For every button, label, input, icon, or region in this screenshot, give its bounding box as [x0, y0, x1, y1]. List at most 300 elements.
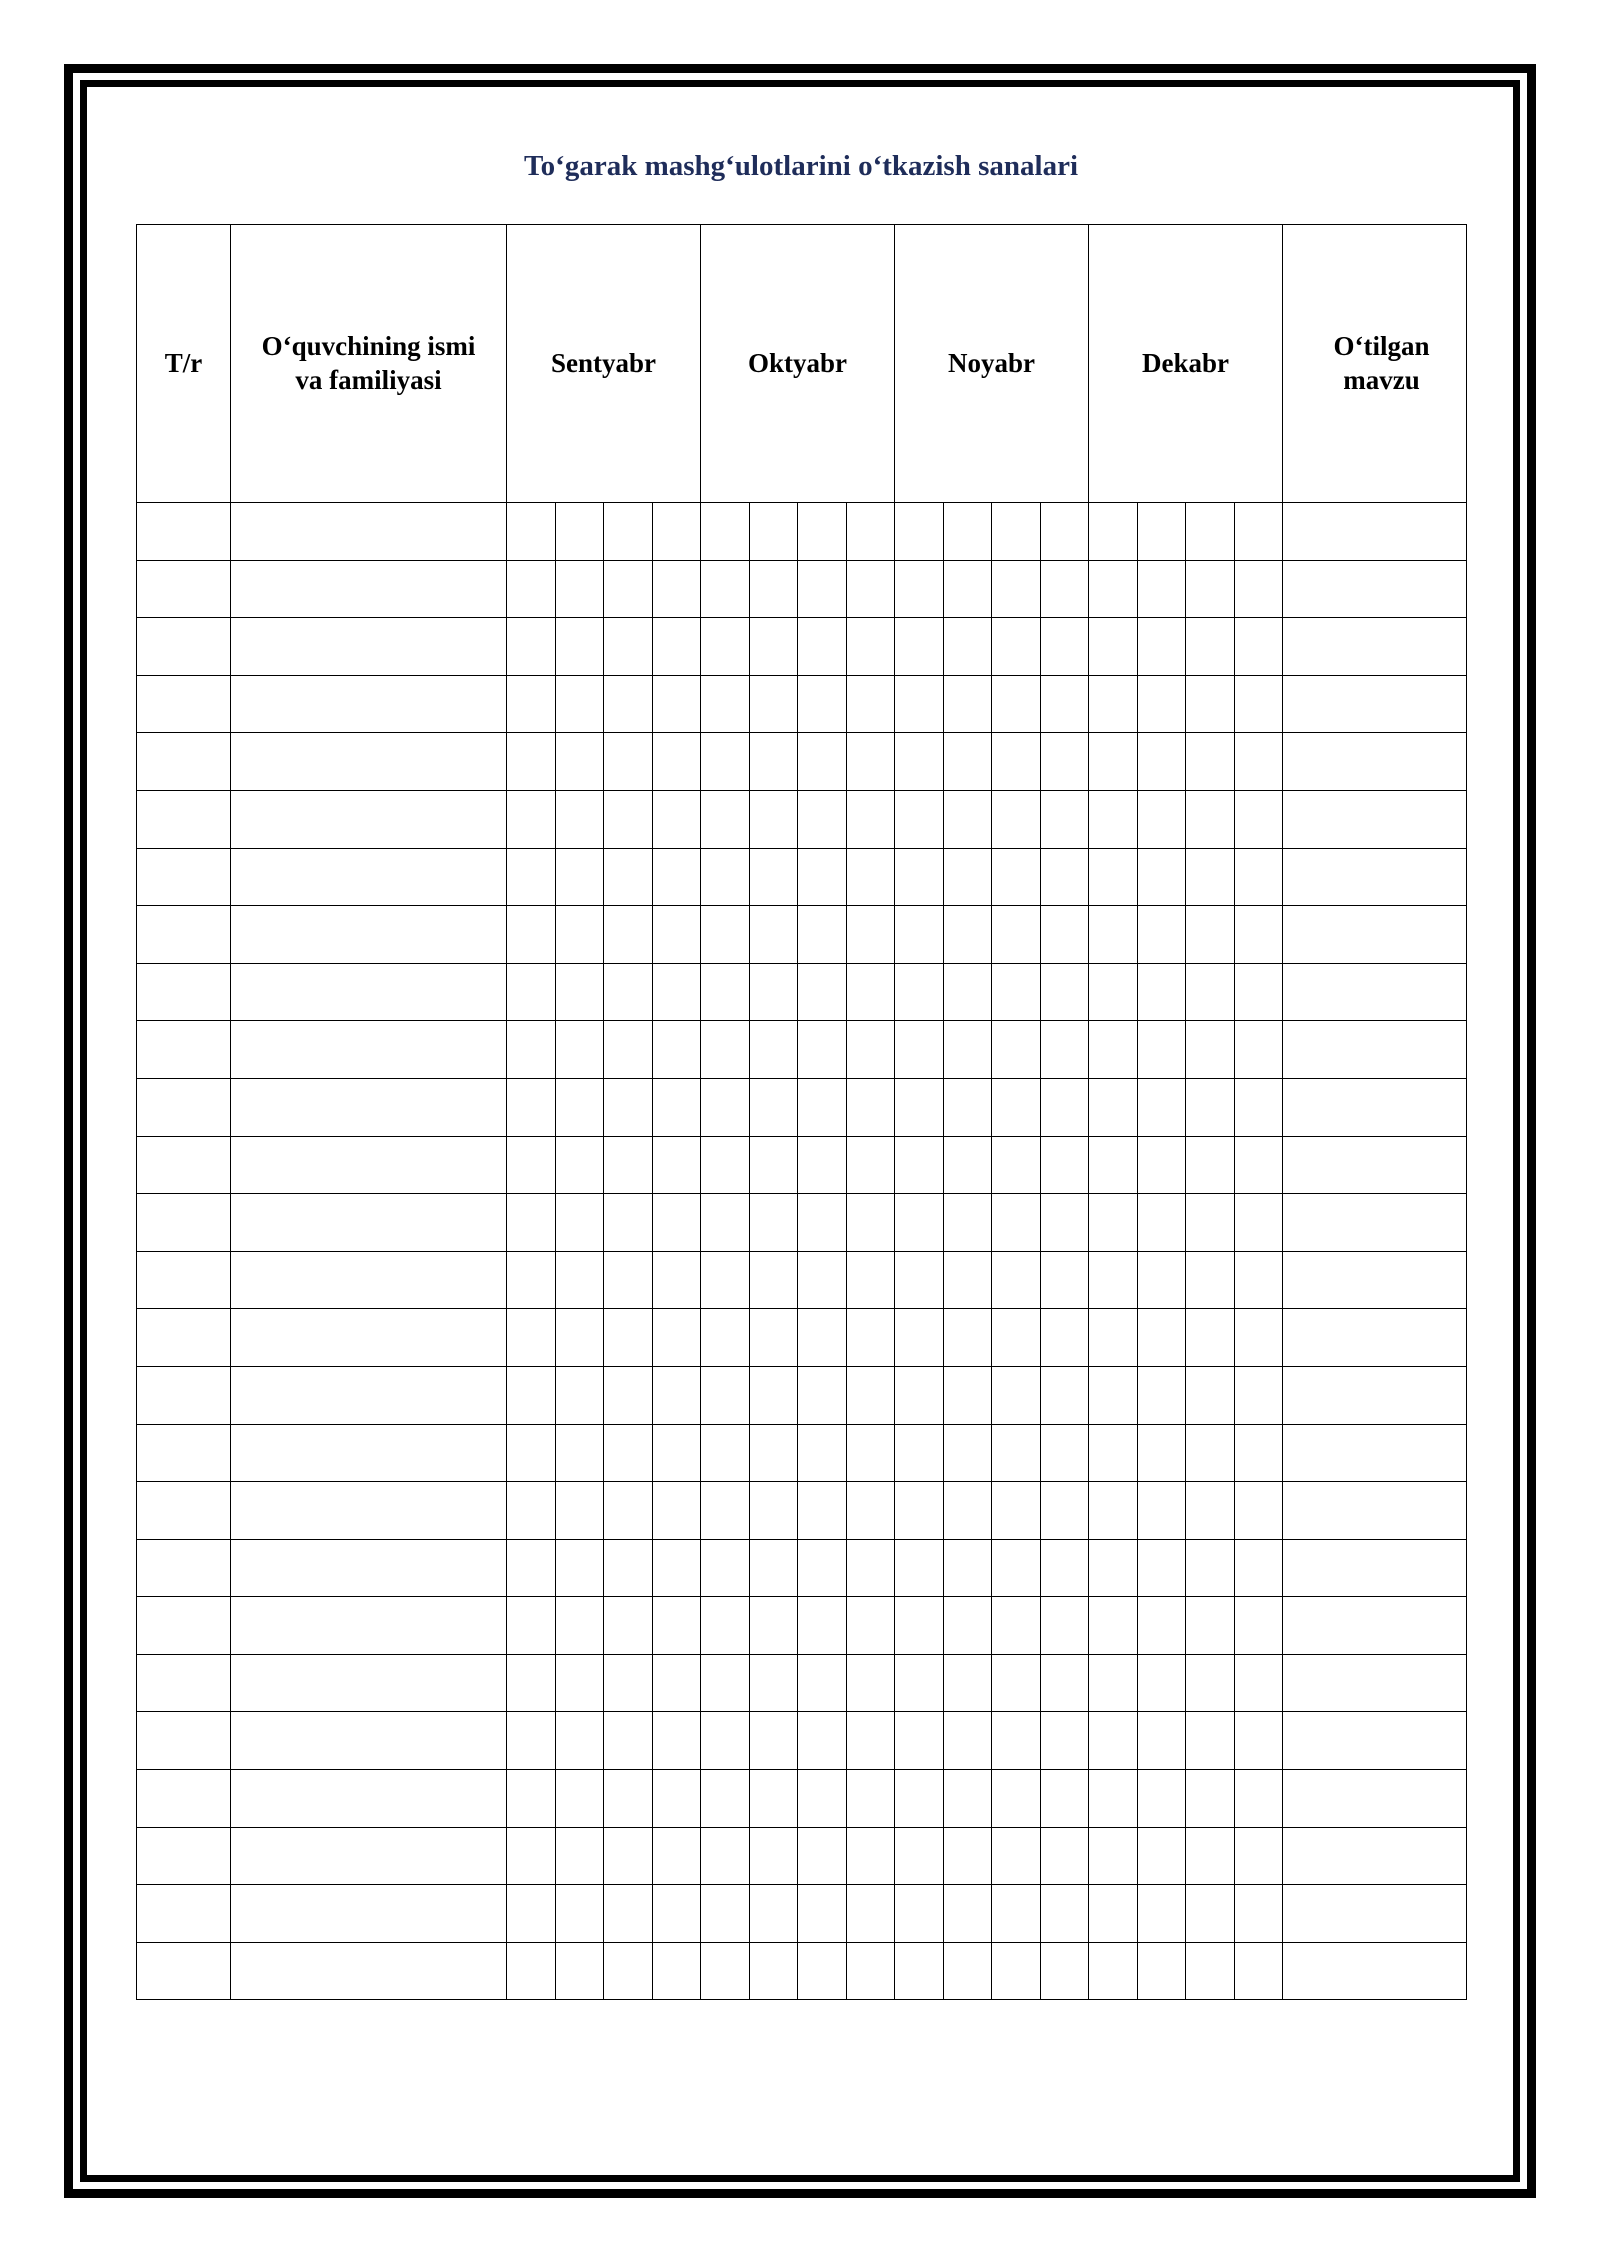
table-row	[137, 1482, 1467, 1540]
cell-session	[846, 1885, 895, 1943]
cell-student-name	[231, 1597, 507, 1655]
cell-session	[992, 848, 1041, 906]
cell-session	[604, 790, 653, 848]
cell-session	[652, 1136, 701, 1194]
cell-session	[1040, 1078, 1089, 1136]
cell-session	[1234, 1021, 1283, 1079]
cell-topic	[1283, 1539, 1467, 1597]
cell-session	[846, 503, 895, 561]
cell-session	[846, 1482, 895, 1540]
cell-session	[798, 906, 847, 964]
cell-session	[1089, 618, 1138, 676]
cell-session	[701, 1309, 750, 1367]
cell-number	[137, 1942, 231, 2000]
cell-session	[1137, 906, 1186, 964]
cell-session	[1089, 1021, 1138, 1079]
cell-session	[652, 1654, 701, 1712]
cell-session	[652, 733, 701, 791]
cell-session	[749, 1885, 798, 1943]
cell-topic	[1283, 1309, 1467, 1367]
cell-session	[1137, 1827, 1186, 1885]
cell-number	[137, 1021, 231, 1079]
cell-student-name	[231, 1827, 507, 1885]
cell-session	[1089, 1770, 1138, 1828]
cell-session	[992, 1078, 1041, 1136]
cell-number	[137, 1597, 231, 1655]
cell-session	[1137, 1424, 1186, 1482]
cell-session	[943, 1251, 992, 1309]
table-row	[137, 675, 1467, 733]
cell-session	[798, 1770, 847, 1828]
cell-number	[137, 1251, 231, 1309]
cell-session	[1040, 1712, 1089, 1770]
cell-session	[1186, 906, 1235, 964]
cell-session	[1137, 1366, 1186, 1424]
cell-session	[992, 1251, 1041, 1309]
cell-session	[749, 1251, 798, 1309]
cell-session	[943, 1597, 992, 1655]
cell-session	[1186, 1597, 1235, 1655]
cell-student-name	[231, 1021, 507, 1079]
cell-session	[604, 1885, 653, 1943]
cell-session	[604, 1482, 653, 1540]
cell-session	[507, 1078, 556, 1136]
table-row	[137, 848, 1467, 906]
cell-session	[798, 1309, 847, 1367]
cell-session	[895, 1021, 944, 1079]
cell-session	[749, 1597, 798, 1655]
cell-student-name	[231, 1712, 507, 1770]
cell-session	[507, 1136, 556, 1194]
cell-session	[1186, 1827, 1235, 1885]
cell-session	[1089, 1827, 1138, 1885]
cell-session	[555, 963, 604, 1021]
cell-session	[701, 675, 750, 733]
cell-session	[652, 1021, 701, 1079]
cell-session	[555, 790, 604, 848]
table-row	[137, 1251, 1467, 1309]
cell-session	[895, 906, 944, 964]
cell-session	[1234, 1770, 1283, 1828]
cell-session	[1137, 963, 1186, 1021]
cell-topic	[1283, 1482, 1467, 1540]
cell-student-name	[231, 790, 507, 848]
cell-session	[652, 503, 701, 561]
cell-session	[1186, 1712, 1235, 1770]
cell-session	[1040, 1827, 1089, 1885]
cell-session	[701, 1885, 750, 1943]
cell-session	[1040, 560, 1089, 618]
cell-session	[507, 1712, 556, 1770]
cell-student-name	[231, 560, 507, 618]
cell-session	[749, 1770, 798, 1828]
cell-session	[555, 1654, 604, 1712]
cell-session	[1137, 790, 1186, 848]
cell-session	[1089, 733, 1138, 791]
cell-session	[1089, 1654, 1138, 1712]
cell-session	[895, 560, 944, 618]
cell-session	[846, 1539, 895, 1597]
cell-session	[652, 1885, 701, 1943]
cell-session	[507, 1885, 556, 1943]
cell-session	[555, 1482, 604, 1540]
cell-session	[555, 1309, 604, 1367]
cell-session	[943, 560, 992, 618]
cell-session	[992, 560, 1041, 618]
cell-session	[555, 1021, 604, 1079]
cell-session	[895, 618, 944, 676]
cell-session	[846, 1827, 895, 1885]
cell-session	[1040, 1424, 1089, 1482]
cell-session	[604, 1021, 653, 1079]
cell-session	[1234, 906, 1283, 964]
cell-session	[1089, 1366, 1138, 1424]
cell-student-name	[231, 1539, 507, 1597]
cell-session	[749, 848, 798, 906]
cell-session	[992, 906, 1041, 964]
cell-session	[652, 1539, 701, 1597]
cell-student-name	[231, 906, 507, 964]
cell-student-name	[231, 1194, 507, 1252]
cell-session	[943, 503, 992, 561]
cell-number	[137, 1309, 231, 1367]
header-month-september: Sentyabr	[507, 225, 701, 503]
cell-student-name	[231, 1654, 507, 1712]
cell-student-name	[231, 618, 507, 676]
cell-session	[701, 1251, 750, 1309]
cell-session	[1040, 1885, 1089, 1943]
cell-session	[798, 675, 847, 733]
cell-session	[943, 1654, 992, 1712]
cell-student-name	[231, 1078, 507, 1136]
cell-session	[992, 1482, 1041, 1540]
cell-session	[749, 618, 798, 676]
cell-session	[943, 1482, 992, 1540]
cell-session	[895, 1078, 944, 1136]
table-row	[137, 1597, 1467, 1655]
header-topic: O‘tilgan mavzu	[1283, 225, 1467, 503]
cell-session	[1234, 503, 1283, 561]
cell-session	[555, 1424, 604, 1482]
cell-session	[749, 1712, 798, 1770]
cell-session	[507, 790, 556, 848]
header-month-october: Oktyabr	[701, 225, 895, 503]
cell-session	[652, 1482, 701, 1540]
cell-session	[555, 1194, 604, 1252]
cell-session	[943, 963, 992, 1021]
cell-session	[749, 675, 798, 733]
cell-session	[507, 1597, 556, 1655]
cell-session	[1089, 675, 1138, 733]
cell-number	[137, 1827, 231, 1885]
cell-topic	[1283, 1654, 1467, 1712]
cell-session	[943, 1770, 992, 1828]
table-row	[137, 1712, 1467, 1770]
cell-number	[137, 963, 231, 1021]
cell-session	[652, 1366, 701, 1424]
cell-session	[1186, 1942, 1235, 2000]
cell-session	[992, 1424, 1041, 1482]
cell-session	[1089, 1078, 1138, 1136]
cell-session	[652, 618, 701, 676]
cell-student-name	[231, 1482, 507, 1540]
table-body	[137, 503, 1467, 2000]
cell-session	[749, 1366, 798, 1424]
cell-session	[701, 1942, 750, 2000]
cell-session	[604, 1366, 653, 1424]
cell-session	[1040, 1770, 1089, 1828]
cell-session	[604, 1078, 653, 1136]
cell-session	[701, 906, 750, 964]
cell-session	[507, 1654, 556, 1712]
cell-session	[749, 1424, 798, 1482]
cell-number	[137, 1194, 231, 1252]
cell-session	[943, 1309, 992, 1367]
cell-session	[846, 733, 895, 791]
cell-session	[992, 1366, 1041, 1424]
cell-session	[992, 1021, 1041, 1079]
cell-session	[701, 790, 750, 848]
table-row	[137, 790, 1467, 848]
cell-number	[137, 1654, 231, 1712]
cell-session	[846, 1021, 895, 1079]
cell-topic	[1283, 963, 1467, 1021]
cell-session	[652, 1251, 701, 1309]
cell-session	[992, 675, 1041, 733]
cell-session	[798, 1482, 847, 1540]
cell-number	[137, 1712, 231, 1770]
cell-session	[1234, 1251, 1283, 1309]
cell-number	[137, 733, 231, 791]
cell-session	[798, 1942, 847, 2000]
cell-session	[1186, 1194, 1235, 1252]
cell-session	[1234, 1827, 1283, 1885]
cell-session	[1137, 1309, 1186, 1367]
cell-session	[652, 1712, 701, 1770]
cell-session	[1040, 1539, 1089, 1597]
cell-topic	[1283, 1885, 1467, 1943]
cell-session	[1089, 790, 1138, 848]
cell-session	[943, 1078, 992, 1136]
cell-session	[1137, 1078, 1186, 1136]
cell-session	[1186, 618, 1235, 676]
cell-session	[701, 1021, 750, 1079]
cell-session	[1186, 1424, 1235, 1482]
cell-session	[798, 963, 847, 1021]
cell-session	[798, 848, 847, 906]
cell-session	[798, 1194, 847, 1252]
cell-session	[749, 503, 798, 561]
cell-session	[895, 1712, 944, 1770]
cell-session	[604, 1942, 653, 2000]
cell-session	[701, 1194, 750, 1252]
cell-session	[992, 1654, 1041, 1712]
cell-session	[895, 1827, 944, 1885]
cell-session	[1089, 1712, 1138, 1770]
cell-session	[749, 1654, 798, 1712]
table-row	[137, 963, 1467, 1021]
cell-session	[749, 1136, 798, 1194]
cell-session	[701, 618, 750, 676]
cell-session	[1186, 1654, 1235, 1712]
cell-session	[701, 560, 750, 618]
cell-topic	[1283, 560, 1467, 618]
cell-session	[895, 1770, 944, 1828]
cell-session	[1186, 1309, 1235, 1367]
cell-session	[943, 1827, 992, 1885]
cell-topic	[1283, 618, 1467, 676]
cell-session	[992, 733, 1041, 791]
table-header-row	[137, 225, 1467, 503]
cell-topic	[1283, 1194, 1467, 1252]
cell-session	[604, 1539, 653, 1597]
cell-session	[1137, 1136, 1186, 1194]
cell-number	[137, 848, 231, 906]
cell-session	[1234, 790, 1283, 848]
cell-session	[1137, 733, 1186, 791]
cell-session	[749, 1942, 798, 2000]
cell-student-name	[231, 1885, 507, 1943]
cell-session	[604, 618, 653, 676]
cell-session	[895, 1885, 944, 1943]
cell-session	[1234, 1942, 1283, 2000]
cell-session	[992, 1539, 1041, 1597]
cell-session	[1186, 1366, 1235, 1424]
cell-session	[798, 1366, 847, 1424]
cell-session	[701, 1712, 750, 1770]
cell-session	[507, 503, 556, 561]
cell-session	[798, 618, 847, 676]
cell-session	[943, 1194, 992, 1252]
cell-session	[1040, 906, 1089, 964]
cell-session	[846, 1078, 895, 1136]
cell-session	[798, 733, 847, 791]
cell-session	[1137, 1654, 1186, 1712]
cell-session	[1089, 848, 1138, 906]
cell-session	[1089, 963, 1138, 1021]
cell-session	[1234, 963, 1283, 1021]
cell-session	[798, 1136, 847, 1194]
cell-session	[1089, 1194, 1138, 1252]
cell-session	[1040, 1597, 1089, 1655]
table-row	[137, 1827, 1467, 1885]
cell-session	[1137, 848, 1186, 906]
cell-session	[652, 560, 701, 618]
cell-session	[1234, 1654, 1283, 1712]
cell-student-name	[231, 1251, 507, 1309]
cell-session	[1040, 1136, 1089, 1194]
cell-session	[555, 733, 604, 791]
cell-session	[1137, 1885, 1186, 1943]
cell-session	[1234, 1194, 1283, 1252]
cell-session	[749, 560, 798, 618]
cell-session	[749, 1309, 798, 1367]
cell-session	[846, 906, 895, 964]
cell-number	[137, 560, 231, 618]
cell-session	[749, 790, 798, 848]
cell-session	[943, 1366, 992, 1424]
cell-topic	[1283, 1021, 1467, 1079]
cell-session	[1137, 1712, 1186, 1770]
cell-session	[555, 675, 604, 733]
cell-session	[1137, 1194, 1186, 1252]
cell-session	[798, 503, 847, 561]
cell-session	[1040, 618, 1089, 676]
cell-session	[749, 1539, 798, 1597]
cell-student-name	[231, 675, 507, 733]
cell-session	[1040, 1021, 1089, 1079]
cell-session	[1234, 1597, 1283, 1655]
cell-session	[555, 1539, 604, 1597]
cell-session	[555, 503, 604, 561]
cell-session	[846, 1251, 895, 1309]
cell-session	[895, 1194, 944, 1252]
cell-session	[1089, 1885, 1138, 1943]
cell-session	[555, 1136, 604, 1194]
table-row	[137, 1021, 1467, 1079]
table-row	[137, 1654, 1467, 1712]
table-row	[137, 1309, 1467, 1367]
header-month-december: Dekabr	[1089, 225, 1283, 503]
cell-session	[992, 1309, 1041, 1367]
header-month-november: Noyabr	[895, 225, 1089, 503]
cell-session	[507, 618, 556, 676]
cell-session	[749, 1482, 798, 1540]
cell-session	[1040, 1482, 1089, 1540]
cell-session	[1089, 1597, 1138, 1655]
cell-session	[555, 906, 604, 964]
table-row	[137, 503, 1467, 561]
table-row	[137, 1942, 1467, 2000]
cell-topic	[1283, 1942, 1467, 2000]
cell-session	[1040, 1654, 1089, 1712]
cell-number	[137, 1366, 231, 1424]
cell-session	[604, 963, 653, 1021]
cell-session	[604, 1424, 653, 1482]
table-row	[137, 1539, 1467, 1597]
cell-session	[507, 1770, 556, 1828]
cell-session	[555, 560, 604, 618]
cell-session	[507, 1021, 556, 1079]
document-title: To‘garak mashg‘ulotlarini o‘tkazish sanalari	[523, 150, 1079, 182]
cell-session	[604, 1251, 653, 1309]
cell-topic	[1283, 1136, 1467, 1194]
cell-session	[798, 1654, 847, 1712]
attendance-table	[136, 224, 1467, 2000]
cell-session	[1040, 1366, 1089, 1424]
cell-topic	[1283, 1597, 1467, 1655]
cell-student-name	[231, 1136, 507, 1194]
cell-topic	[1283, 848, 1467, 906]
cell-session	[1186, 733, 1235, 791]
cell-session	[701, 1597, 750, 1655]
cell-session	[555, 1712, 604, 1770]
cell-topic	[1283, 1366, 1467, 1424]
cell-session	[604, 1136, 653, 1194]
cell-session	[507, 560, 556, 618]
cell-session	[1137, 503, 1186, 561]
cell-session	[992, 1597, 1041, 1655]
cell-student-name	[231, 733, 507, 791]
cell-number	[137, 675, 231, 733]
cell-session	[798, 1251, 847, 1309]
cell-session	[652, 906, 701, 964]
cell-session	[846, 1136, 895, 1194]
cell-session	[992, 1712, 1041, 1770]
cell-session	[701, 1827, 750, 1885]
cell-session	[701, 1078, 750, 1136]
cell-session	[895, 1251, 944, 1309]
